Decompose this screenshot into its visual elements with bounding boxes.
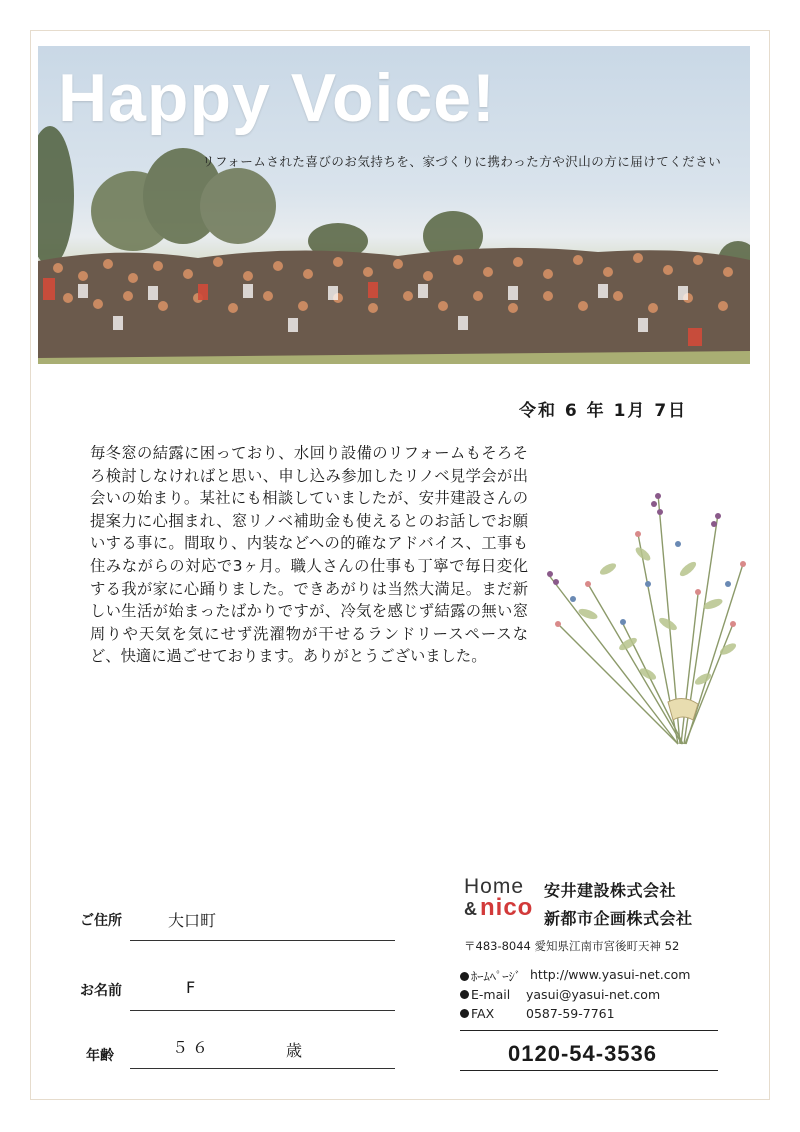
bullet-icon xyxy=(460,972,469,981)
email-row xyxy=(460,987,661,1002)
logo-home-text: Home xyxy=(464,875,525,898)
bullet-icon xyxy=(460,990,469,999)
logo-ampersand: & xyxy=(464,899,477,919)
email-address[interactable]: yasui@yasui-net.com xyxy=(526,987,661,1002)
date: 令和 6 年 1月 7日 xyxy=(519,401,688,421)
fax-number: 0587-59-7761 xyxy=(526,1006,615,1021)
bullet-icon xyxy=(460,1009,469,1018)
company-address: 〒483-8044 愛知県江南市宮後町天神 52 xyxy=(464,939,680,953)
group-photo xyxy=(38,46,750,364)
phone-bottom-rule xyxy=(460,1070,718,1071)
fax-row xyxy=(460,1006,615,1021)
address-underline xyxy=(130,940,395,941)
address-label: ご住所 xyxy=(80,913,122,929)
age-label: 年齢 xyxy=(86,1048,114,1064)
name-underline xyxy=(130,1010,395,1011)
age-value: ５６ xyxy=(172,1038,213,1057)
page-title: Happy Voice! xyxy=(58,60,496,136)
homepage-label: ﾎｰﾑﾍﾟｰｼﾞ xyxy=(471,969,522,984)
age-underline xyxy=(130,1068,395,1069)
age-unit: 歳 xyxy=(286,1041,303,1060)
phone-top-rule xyxy=(460,1030,718,1031)
company-name-1: 安井建設株式会社 xyxy=(544,881,677,900)
fax-label: FAX xyxy=(471,1006,495,1021)
homepage-url[interactable]: http://www.yasui-net.com xyxy=(530,967,691,982)
homepage-row xyxy=(460,967,691,985)
address-value: 大口町 xyxy=(168,911,217,930)
logo-nico-text: nico xyxy=(480,894,534,921)
company-name-2: 新都市企画株式会社 xyxy=(544,909,693,928)
flower-bouquet-illustration xyxy=(528,474,753,759)
testimonial-text: 毎冬窓の結露に困っており、水回り設備のリフォームもそろそろ検討しなければと思い、申し込み参加したリノベ見学会が出会いの始まり。某社にも相談していましたが、安井建設さんの提案力に心掴まれ、窓リノベ補助金も使えるとのお話しでお願いする事に。間取り、内装などへの的確なアドバイス、工事も住みながらの対応で3ヶ月。職人さんの仕事も丁寧で毎日変化する我が家に心踊りました。できあがりは当然大満足。まだ新しい生活が始まったばかりですが、冷気を感じず結露の無い窓周りや天気を気にせず洗濯物が干せるランドリースペースなど、快適に過ごせております。ありがとうございました。 xyxy=(90,444,528,666)
company-logo xyxy=(464,876,542,922)
phone-number[interactable]: 0120-54-3536 xyxy=(508,1041,658,1066)
name-label: お名前 xyxy=(80,983,122,999)
email-label: E-mail xyxy=(471,987,511,1002)
name-value: F xyxy=(186,978,196,997)
subtitle: リフォームされた喜びのお気持ちを、家づくりに携わった方や沢山の方に届けてください xyxy=(202,154,722,169)
